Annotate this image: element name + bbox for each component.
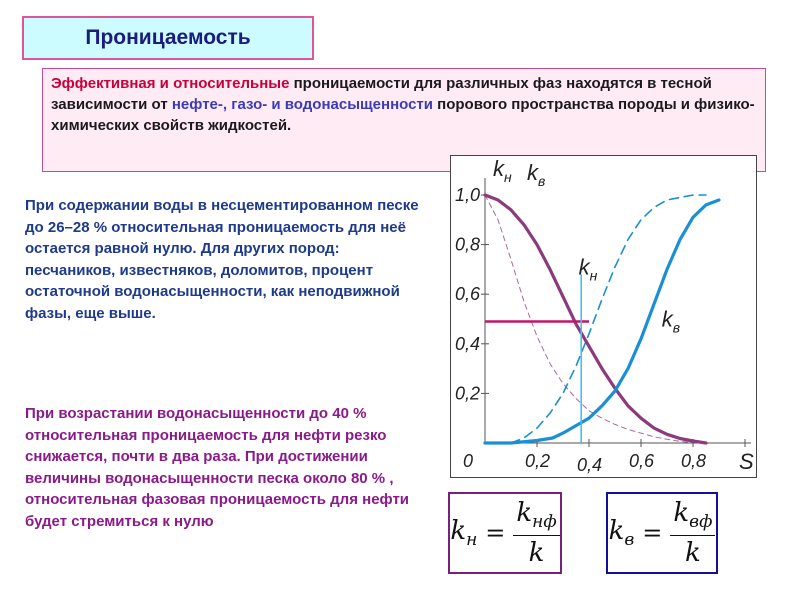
curve-label-kv: $k_в$	[661, 306, 681, 336]
water-saturation-paragraph: При содержании воды в несцементированном песке до 26–28 % относительная проницаемость для неё остается равной нулю. Для других пород: песчаников, известняков, доломитов, процент остаточной водонасыщенности, как неподвижной фазы, еще выше.	[25, 197, 419, 322]
x-axis-label: S	[739, 449, 754, 474]
formula-kn-denominator: k	[528, 537, 545, 568]
intro-highlight-2: нефте-, газо- и водонасыщенности	[171, 96, 433, 113]
oil-permeability-paragraph: При возрастании водонасыщенности до 40 % относительная проницаемость для нефти резко снижается, почти в два раза. При достижении величины водонасыщенности песка около 80 % , относительная фазовая проницаемость для нефти будет стремиться к нулю	[25, 405, 410, 530]
formula-kn-equals: =	[485, 519, 506, 547]
x-tick-label: 0,2	[525, 451, 551, 471]
y-axis-label-kn: $k_н$	[493, 156, 512, 185]
formula-kn-fraction	[513, 498, 559, 567]
formula-oil-permeability	[448, 492, 562, 574]
y-tick-label: 0,6	[455, 284, 481, 305]
intro-highlight-1: Эффективная и относительные	[51, 75, 290, 92]
page-title: Проницаемость	[22, 16, 314, 60]
formula-kv-numerator: $k_{вф}$	[670, 498, 715, 535]
origin-label: 0	[463, 451, 474, 471]
y-axis-label-kv: $k_в$	[527, 160, 546, 189]
formula-kv-fraction	[670, 498, 715, 567]
chart-svg	[451, 156, 756, 477]
intro-text-2: порового пространства породы и физико-химических свойств жидкостей.	[51, 96, 755, 134]
x-tick-label: 0,6	[629, 451, 655, 471]
formula-kn-numerator: $k_{нф}$	[513, 498, 559, 535]
permeability-chart	[450, 155, 757, 478]
intro-text-1: проницаемости для различных фаз находятся в тесной зависимости от	[51, 75, 712, 113]
formula-water-permeability	[606, 492, 718, 574]
formula-kv-denominator: k	[685, 537, 701, 568]
x-tick-label: 0,4	[577, 455, 603, 475]
formula-kv-equals: =	[642, 519, 663, 547]
x-tick-label: 0,8	[681, 451, 707, 471]
y-tick-label: 1,0	[455, 185, 481, 205]
y-tick-label: 0,8	[455, 234, 481, 255]
formula-kn-lhs: $k_н$	[450, 515, 478, 551]
y-tick-label: 0,2	[455, 383, 481, 404]
curve-label-kn: $k_н$	[578, 254, 598, 284]
y-tick-label: 0,4	[455, 333, 481, 354]
formula-kv-lhs: $k_в$	[608, 515, 635, 551]
